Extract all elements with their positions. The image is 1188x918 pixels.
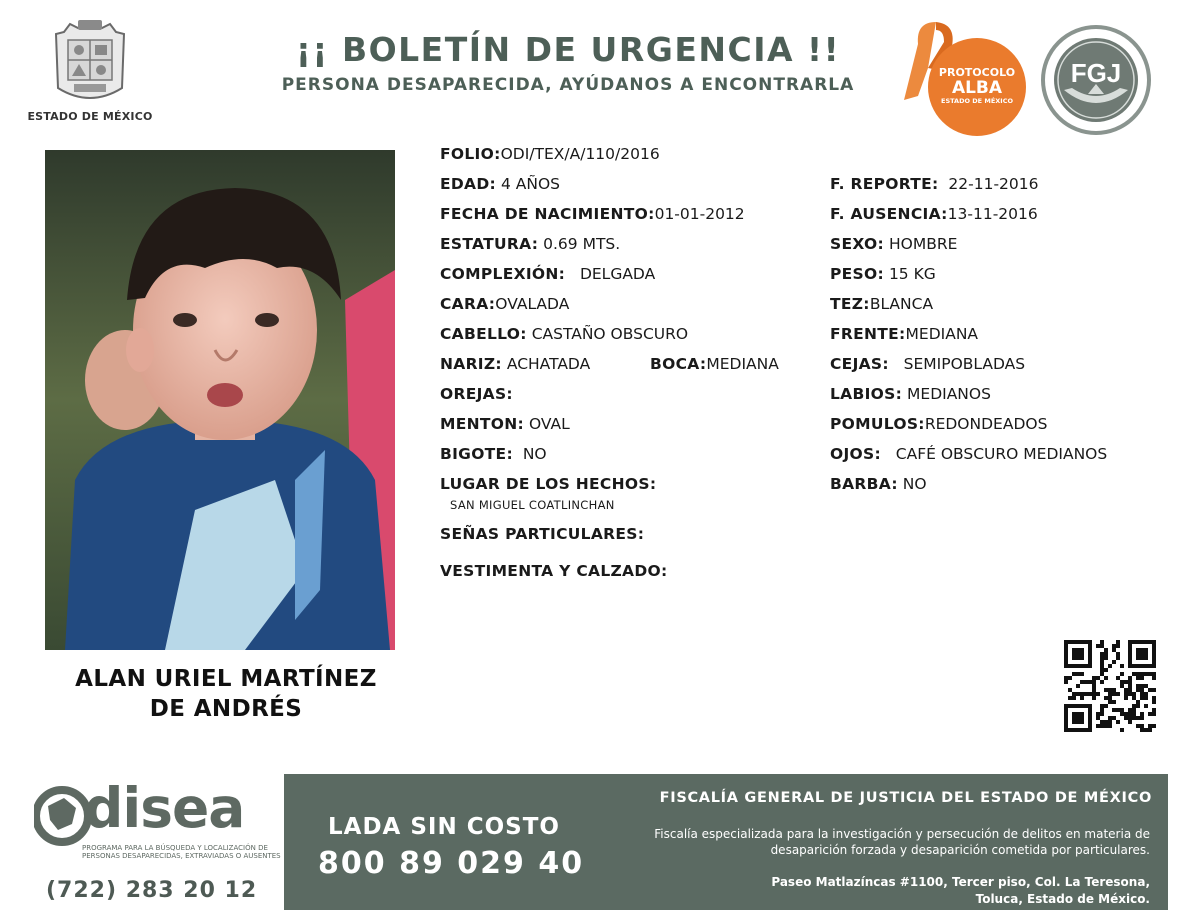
qr-code[interactable] xyxy=(1064,640,1156,732)
field-value: 4 AÑOS xyxy=(500,175,560,193)
field-value: MEDIANOS xyxy=(907,385,991,403)
lada-number[interactable]: 800 89 029 40 xyxy=(318,846,585,881)
fgj-seal-icon xyxy=(1040,24,1152,136)
alba-line2: ALBA xyxy=(951,78,1003,98)
field-ausencia xyxy=(830,205,1038,223)
field-label: PESO: xyxy=(830,265,884,283)
fiscalia-description: Fiscalía especializada para la investigación y persecución de delitos en materia de desaparición forzada y desaparición cometida por particulares. xyxy=(654,827,1150,857)
field-value: 13-11-2016 xyxy=(947,205,1038,223)
field-label: MENTON: xyxy=(440,415,525,433)
field-label: POMULOS: xyxy=(830,415,925,433)
odisea-logo xyxy=(34,776,281,906)
field-label: FECHA DE NACIMIENTO: xyxy=(440,205,655,223)
field-value: ODI/TEX/A/110/2016 xyxy=(500,145,660,163)
address-line2: Toluca, Estado de México. xyxy=(975,892,1150,906)
field-folio xyxy=(440,145,660,163)
address-line1: Paseo Matlazíncas #1100, Tercer piso, Col. La Teresona, xyxy=(771,875,1150,889)
missing-person-name xyxy=(40,664,412,724)
fgj-seal-text: FGJ xyxy=(1070,58,1122,88)
fiscalia-title: FISCALÍA GENERAL DE JUSTICIA DEL ESTADO DE MÉXICO xyxy=(659,790,1152,806)
field-label: CEJAS: xyxy=(830,355,889,373)
missing-person-photo xyxy=(45,150,395,650)
field-value: 0.69 MTS. xyxy=(543,235,621,253)
field-label: SEXO: xyxy=(830,235,885,253)
field-label: LUGAR DE LOS HECHOS: xyxy=(440,475,657,493)
field-edad xyxy=(440,175,560,193)
fiscalia-address xyxy=(771,874,1150,908)
field-label: BOCA: xyxy=(650,355,707,373)
field-boca xyxy=(650,355,779,373)
field-value: OVALADA xyxy=(495,295,570,313)
field-value: MEDIANA xyxy=(905,325,979,343)
odisea-phone[interactable]: (722) 283 20 12 xyxy=(46,878,258,903)
field-value: SEMIPOBLADAS xyxy=(903,355,1026,373)
field-menton xyxy=(440,415,570,433)
field-senas xyxy=(440,525,644,543)
field-label: EDAD: xyxy=(440,175,497,193)
alba-disc xyxy=(928,38,1026,136)
field-label: OJOS: xyxy=(830,445,881,463)
field-lugar-value: SAN MIGUEL COATLINCHAN xyxy=(450,498,615,512)
field-value: 22-11-2016 xyxy=(948,175,1039,193)
field-value: NO xyxy=(522,445,547,463)
field-value: HOMBRE xyxy=(888,235,958,253)
state-caption: ESTADO DE MÉXICO xyxy=(27,110,153,123)
field-label: FRENTE: xyxy=(830,325,906,343)
field-label: TEZ: xyxy=(830,295,870,313)
field-sexo xyxy=(830,235,957,253)
field-label: COMPLEXIÓN: xyxy=(440,265,566,283)
field-estatura xyxy=(440,235,620,253)
field-cabello xyxy=(440,325,688,343)
child-portrait-image xyxy=(45,150,395,650)
person-name-line2: DE ANDRÉS xyxy=(149,696,303,722)
field-label: VESTIMENTA Y CALZADO: xyxy=(440,562,668,580)
field-value: BLANCA xyxy=(869,295,934,313)
field-value: ACHATADA xyxy=(506,355,591,373)
field-vestimenta xyxy=(440,562,667,580)
contact-bar xyxy=(284,774,1168,910)
field-tez xyxy=(830,295,933,313)
bulletin-subtitle: PERSONA DESAPARECIDA, AYÚDANOS A ENCONTRARLA xyxy=(281,75,855,95)
field-bigote xyxy=(440,445,547,463)
field-value: MEDIANA xyxy=(706,355,779,373)
odisea-program: PROGRAMA PARA LA BÚSQUEDA Y LOCALIZACIÓN DE PERSONAS DESAPARECIDAS, EXTRAVIADAS O AUSENTES xyxy=(82,844,281,860)
field-label: NARIZ: xyxy=(440,355,502,373)
field-labios xyxy=(830,385,991,403)
field-value: DELGADA xyxy=(579,265,656,283)
field-label: CABELLO: xyxy=(440,325,527,343)
field-value: 01-01-2012 xyxy=(654,205,745,223)
field-value: OVAL xyxy=(528,415,570,433)
field-label: F. REPORTE: xyxy=(830,175,939,193)
alba-line3: ESTADO DE MÉXICO xyxy=(941,97,1013,105)
field-reporte xyxy=(830,175,1039,193)
field-label: ESTATURA: xyxy=(440,235,539,253)
alba-line1: PROTOCOLO xyxy=(938,66,1016,79)
field-label: SEÑAS PARTICULARES: xyxy=(440,525,645,543)
protocolo-alba-logo xyxy=(898,18,1034,138)
field-barba xyxy=(830,475,927,493)
field-cara xyxy=(440,295,569,313)
field-label: CARA: xyxy=(440,295,496,313)
field-label: BARBA: xyxy=(830,475,898,493)
field-value: 15 KG xyxy=(888,265,936,283)
field-pomulos xyxy=(830,415,1047,433)
field-peso xyxy=(830,265,936,283)
field-fecha-nacimiento xyxy=(440,205,745,223)
field-complexion xyxy=(440,265,655,283)
bulletin-header xyxy=(258,30,878,95)
field-label: OREJAS: xyxy=(440,385,513,403)
field-label: FOLIO: xyxy=(440,145,501,163)
field-ojos xyxy=(830,445,1107,463)
field-lugar-hechos xyxy=(440,475,656,493)
field-frente xyxy=(830,325,978,343)
field-value: REDONDEADOS xyxy=(924,415,1048,433)
field-value: CASTAÑO OBSCURO xyxy=(531,325,689,343)
lada-label: LADA SIN COSTO xyxy=(328,814,560,840)
field-value: CAFÉ OBSCURO MEDIANOS xyxy=(895,445,1108,463)
fgj-seal xyxy=(1040,24,1152,136)
field-label: BIGOTE: xyxy=(440,445,513,463)
field-label: F. AUSENCIA: xyxy=(830,205,948,223)
qr-code-icon xyxy=(1064,640,1156,732)
coat-of-arms-icon xyxy=(50,18,130,106)
bulletin-title: ¡¡ BOLETÍN DE URGENCIA !! xyxy=(295,30,841,69)
field-cejas xyxy=(830,355,1025,373)
field-value: NO xyxy=(902,475,927,493)
field-label: LABIOS: xyxy=(830,385,903,403)
field-nariz xyxy=(440,355,590,373)
field-orejas xyxy=(440,385,513,403)
estado-de-mexico-logo xyxy=(20,18,160,123)
person-name-line1: ALAN URIEL MARTÍNEZ xyxy=(75,666,377,692)
odisea-wordmark: disea xyxy=(84,776,245,840)
